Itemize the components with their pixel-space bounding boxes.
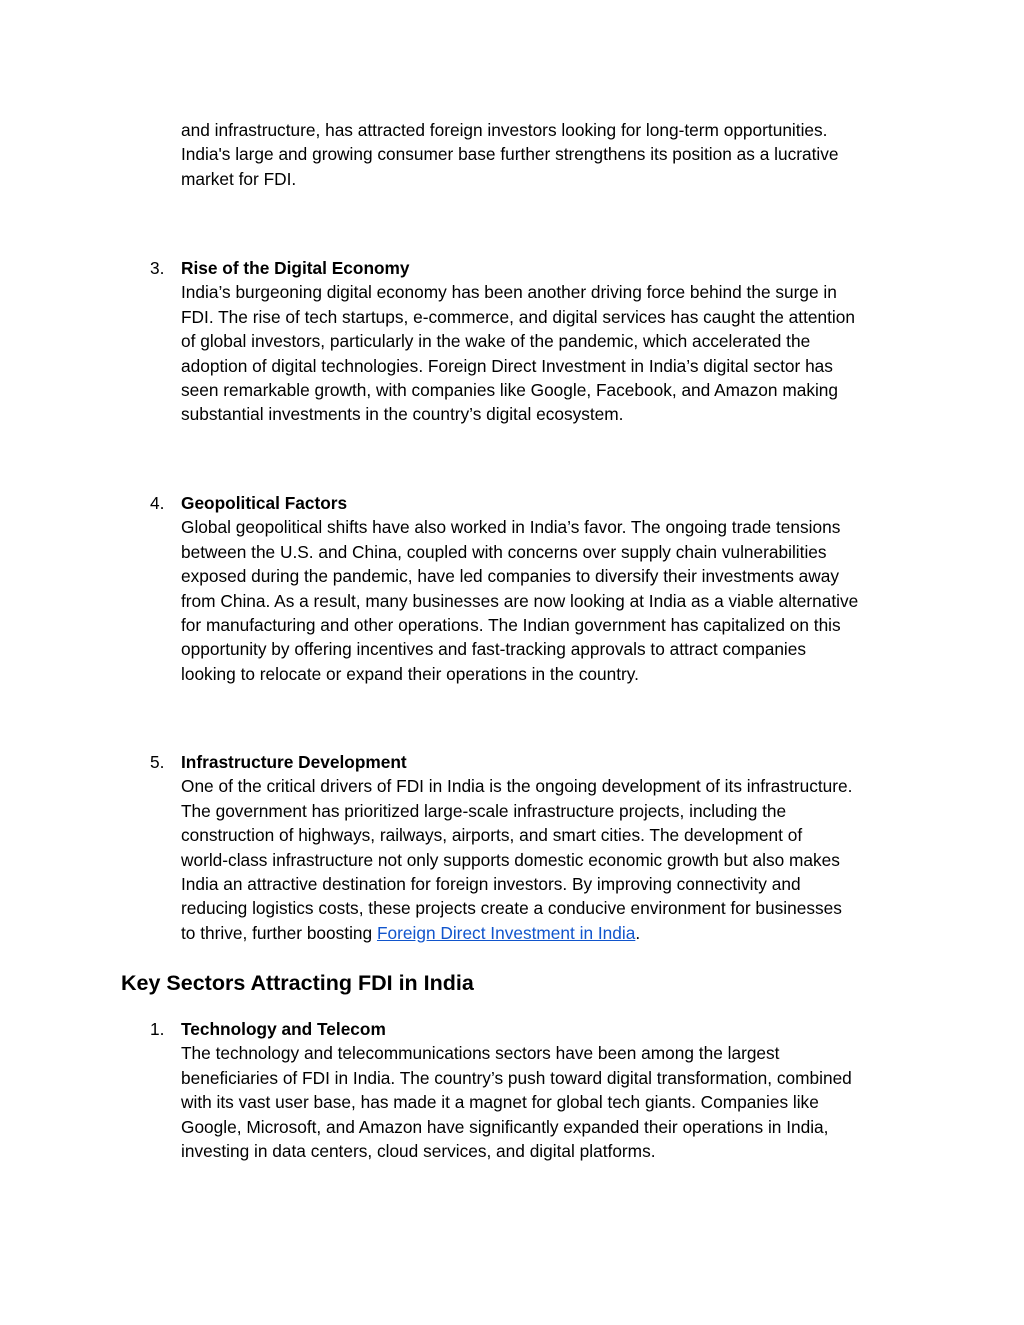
paragraph-line: India's large and growing consumer base further strengthens its position as a lucrative xyxy=(181,144,839,165)
paragraph-line: from China. As a result, many businesses are now looking at India as a viable alternative xyxy=(181,590,859,611)
paragraph-line: beneficiaries of FDI in India. The country’s push toward digital transformation, combined xyxy=(181,1067,852,1088)
paragraph-line: looking to relocate or expand their operations in the country. xyxy=(181,663,639,684)
list-item-body xyxy=(181,256,911,427)
list-item-body xyxy=(181,491,911,686)
paragraph-line: Global geopolitical shifts have also worked in India’s favor. The ongoing trade tensions xyxy=(181,517,841,538)
paragraph-line: Google, Microsoft, and Amazon have significantly expanded their operations in India, xyxy=(181,1116,829,1137)
list-item-title: Technology and Telecom xyxy=(181,1019,386,1039)
paragraph-line: of global investors, particularly in the wake of the pandemic, which accelerated the xyxy=(181,331,811,352)
paragraph-line: The government has prioritized large-scale infrastructure projects, including the xyxy=(181,800,787,821)
paragraph-line: India an attractive destination for foreign investors. By improving connectivity and xyxy=(181,874,801,895)
paragraph-line: investing in data centers, cloud services, and digital platforms. xyxy=(181,1141,656,1162)
link-suffix-text: . xyxy=(635,922,641,943)
paragraph-line-with-link xyxy=(181,921,911,945)
paragraph-line: between the U.S. and China, coupled with concerns over supply chain vulnerabilities xyxy=(181,541,827,562)
paragraph-line: seen remarkable growth, with companies like Google, Facebook, and Amazon making xyxy=(181,380,839,401)
paragraph-line: world-class infrastructure not only supports domestic economic growth but also makes xyxy=(181,849,840,870)
list-item-title: Infrastructure Development xyxy=(181,752,407,772)
paragraph-line: opportunity by offering incentives and fast-tracking approvals to attract companies xyxy=(181,639,807,660)
paragraph-line: adoption of digital technologies. Foreign Direct Investment in India’s digital sector has xyxy=(181,355,833,376)
list-item-title: Geopolitical Factors xyxy=(181,493,348,513)
paragraph-line: FDI. The rise of tech startups, e-commerce, and digital services has caught the attention xyxy=(181,306,855,327)
paragraph-line: India’s burgeoning digital economy has been another driving force behind the surge in xyxy=(181,282,837,303)
paragraph-line: exposed during the pandemic, have led companies to diversify their investments away xyxy=(181,566,840,587)
paragraph-line: for manufacturing and other operations. The Indian government has capitalized on this xyxy=(181,615,841,636)
list-number: 4. xyxy=(150,493,165,513)
paragraph-line: market for FDI. xyxy=(181,168,297,189)
link-prefix-text: to thrive, further boosting xyxy=(181,922,377,943)
section-heading: Key Sectors Attracting FDI in India xyxy=(121,971,474,995)
list-item-title: Rise of the Digital Economy xyxy=(181,258,410,278)
paragraph-line: substantial investments in the country’s digital ecosystem. xyxy=(181,404,624,425)
list-number: 3. xyxy=(150,258,165,278)
list-item-body xyxy=(181,750,911,945)
paragraph-line: construction of highways, railways, airports, and smart cities. The development of xyxy=(181,825,803,846)
paragraph-line: reducing logistics costs, these projects create a conducive environment for businesses xyxy=(181,898,842,919)
list-number: 1. xyxy=(150,1019,165,1039)
paragraph-line: The technology and telecommunications sectors have been among the largest xyxy=(181,1043,780,1064)
paragraph-line: and infrastructure, has attracted foreign investors looking for long-term opportunities. xyxy=(181,120,828,140)
fdi-india-link[interactable]: Foreign Direct Investment in India xyxy=(376,922,636,943)
paragraph-line: with its vast user base, has made it a magnet for global tech giants. Companies like xyxy=(181,1092,819,1113)
paragraph-line: One of the critical drivers of FDI in India is the ongoing development of its infrastructure. xyxy=(181,776,853,797)
list-number: 5. xyxy=(150,752,165,772)
list-item-body xyxy=(181,1017,911,1163)
intro-paragraph xyxy=(181,118,911,191)
